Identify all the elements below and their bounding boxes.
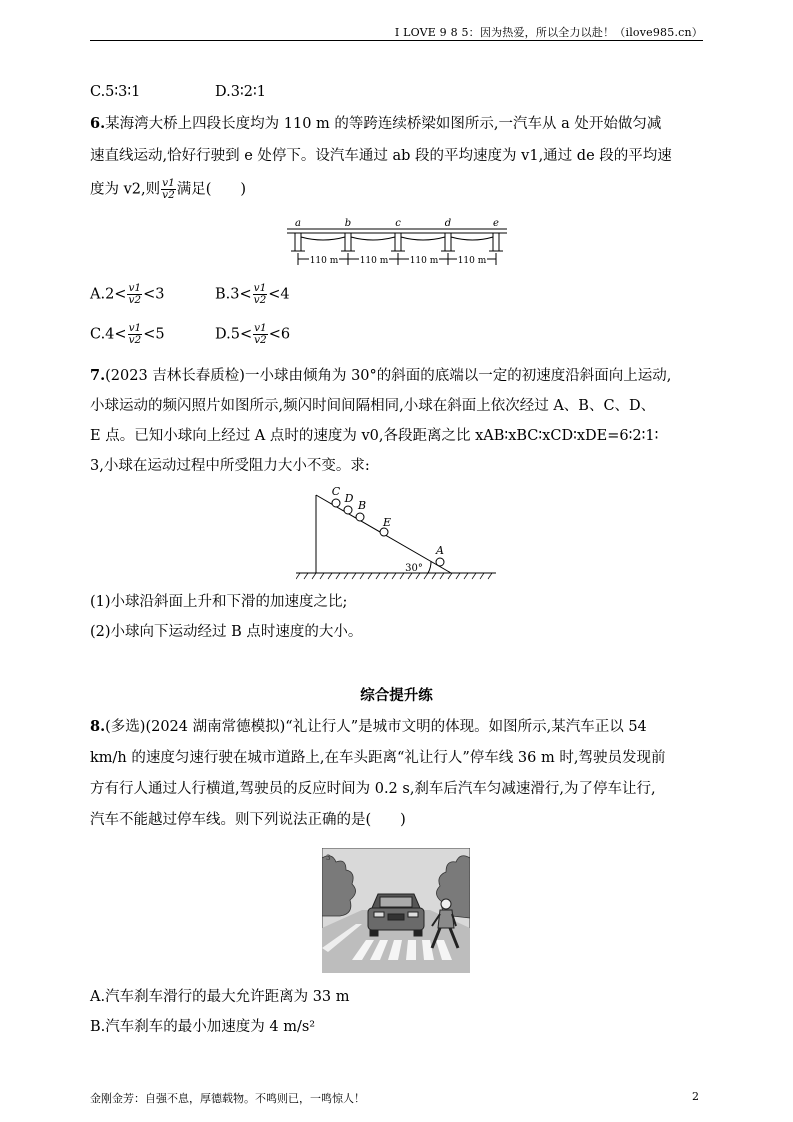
section-title: 综合提升练	[360, 687, 433, 704]
label-d: D	[344, 492, 354, 505]
q6-option-b-pre: B.3<	[215, 286, 252, 303]
q7-line-3: E 点。已知小球向上经过 A 点时的速度为 v0,各段距离之比 xAB∶xBC∶xCD∶xDE=6∶2∶1∶	[90, 428, 659, 444]
q7-text-1: (2023 吉林长春质检)一小球由倾角为 30°的斜面的底端以一定的初速度沿斜面向上运动,	[105, 368, 672, 384]
q6-frac-den: v2	[162, 189, 175, 201]
label-a: A	[436, 544, 444, 557]
angle-label: 30°	[405, 563, 423, 574]
q6-line-3	[90, 178, 246, 201]
point-label-c: c	[395, 218, 401, 229]
q6-option-c	[90, 323, 165, 346]
frac-num: v1	[254, 322, 267, 334]
q6-option-d-pre: D.5<	[215, 326, 253, 343]
frac-den: v2	[254, 334, 267, 346]
ball-b	[356, 513, 364, 521]
ball-c	[332, 499, 340, 507]
q6-option-d-post: <6	[268, 326, 291, 343]
point-label-a: a	[295, 218, 301, 229]
q6-option-a-post: <3	[143, 286, 165, 303]
q8-line-4: 汽车不能越过停车线。则下列说法正确的是( )	[90, 812, 406, 828]
frac-den: v2	[128, 334, 142, 346]
segment-label-cd: 110 m	[409, 256, 439, 266]
ball-a	[436, 558, 444, 566]
ball-e	[380, 528, 388, 536]
q6-option-a-pre: A.2<	[90, 286, 127, 303]
q8-line-2: km/h 的速度匀速行驶在城市道路上,在车头距离“礼让行人”停车线 36 m 时,驾驶员发现前	[90, 750, 666, 766]
q7-line-4: 3,小球在运动过程中所受阻力大小不变。求:	[90, 458, 370, 474]
q7-line-2: 小球运动的频闪照片如图所示,频闪时间间隔相同,小球在斜面上依次经过 A、B、C、D、	[90, 398, 656, 414]
segment-label-bc: 110 m	[359, 256, 389, 266]
q6-line-2: 速直线运动,恰好行驶到 e 处停下。设汽车通过 ab 段的平均速度为 v1,通过 de 段的平均速	[90, 148, 672, 164]
frac-den: v2	[253, 294, 267, 306]
segment-label-de: 110 m	[457, 256, 487, 266]
angle-arc	[428, 561, 431, 573]
car	[368, 894, 424, 936]
q6-text-3-post: 满足( )	[176, 181, 247, 198]
header-rule	[90, 40, 703, 41]
ground-hatch	[296, 573, 492, 579]
q6-option-d	[215, 323, 290, 346]
q6-fraction	[161, 178, 176, 201]
bridge-figure	[287, 215, 507, 270]
q8-number: 8.	[90, 718, 106, 735]
q7-subquestion-2: (2)小球向下运动经过 B 点时速度的大小。	[90, 624, 363, 640]
q6-option-a-frac	[127, 283, 142, 306]
q7-number: 7.	[90, 367, 106, 384]
q7-subquestion-1: (1)小球沿斜面上升和下滑的加速度之比;	[90, 594, 348, 610]
label-b: B	[357, 499, 367, 512]
page-header: I LOVE 9 8 5：因为热爱，所以全力以赴！（ilove985.cn）	[394, 26, 703, 39]
frac-num: v1	[253, 282, 267, 294]
q6-frac-num: v1	[162, 177, 175, 189]
ball-d	[344, 506, 352, 514]
q8-line-1	[90, 717, 647, 737]
frac-num: v1	[128, 282, 142, 294]
q7-line-1	[90, 366, 671, 386]
q6-option-c-post: <5	[143, 326, 165, 343]
q6-number: 6.	[90, 115, 106, 132]
q6-option-c-pre: C.4<	[90, 326, 127, 343]
q6-option-a	[90, 283, 164, 306]
frac-num: v1	[128, 322, 142, 334]
q6-option-c-frac	[128, 323, 143, 346]
label-c: C	[331, 485, 341, 498]
q8-option-a: A.汽车刹车滑行的最大允许距离为 33 m	[90, 989, 350, 1005]
point-label-b: b	[344, 218, 352, 229]
page-footer-motto: 金刚金芳：自强不息，厚德载物。不鸣则已，一鸣惊人！	[90, 1092, 365, 1105]
q8-option-b: B.汽车刹车的最小加速度为 4 m/s²	[90, 1019, 316, 1035]
q6-text-1: 某海湾大桥上四段长度均为 110 m 的等跨连续桥梁如图所示,一汽车从 a 处开始做匀减	[105, 116, 662, 132]
illustration-corner-mark: 3	[326, 854, 331, 862]
segment-label-ab: 110 m	[309, 256, 339, 266]
q5-option-d: D.3∶2∶1	[215, 84, 266, 100]
label-e: E	[382, 516, 392, 529]
q6-line-1	[90, 114, 661, 134]
crosswalk-illustration	[322, 848, 470, 973]
q6-option-b-frac	[253, 283, 268, 306]
incline-figure	[296, 483, 496, 581]
q8-text-1: (多选)(2024 湖南常德模拟)“礼让行人”是城市文明的体现。如图所示,某汽车正以 54	[105, 719, 647, 735]
q8-line-3: 方有行人通过人行横道,驾驶员的反应时间为 0.2 s,刹车后汽车匀减速滑行,为了停车让行,	[90, 781, 656, 797]
page-number: 2	[692, 1090, 699, 1103]
q6-option-b	[215, 283, 290, 306]
bridge-piers	[291, 233, 503, 251]
point-label-e: e	[493, 218, 499, 229]
point-label-d: d	[444, 218, 452, 229]
q5-option-c: C.5∶3∶1	[90, 84, 141, 100]
q6-option-d-frac	[253, 323, 268, 346]
q6-text-3-pre: 度为 v2,则	[90, 181, 161, 198]
q6-option-b-post: <4	[268, 286, 290, 303]
frac-den: v2	[128, 294, 142, 306]
